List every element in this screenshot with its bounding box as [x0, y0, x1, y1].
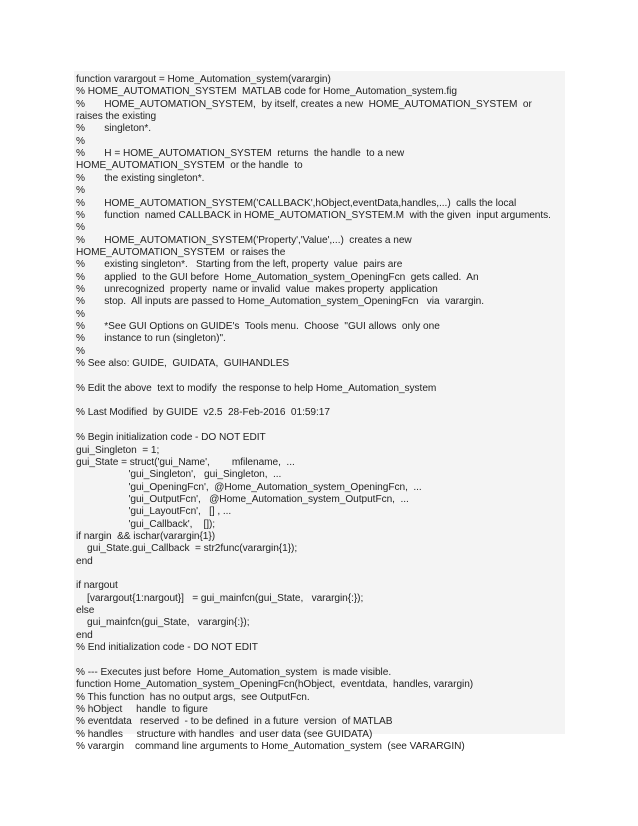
code-line: gui_State.gui_Callback = str2func(varargin{1}); — [76, 543, 298, 555]
code-line: % HOME_AUTOMATION_SYSTEM, by itself, creates a new HOME_AUTOMATION_SYSTEM or — [76, 98, 532, 110]
code-line: 'gui_Callback', []); — [76, 518, 216, 530]
code-line: HOME_AUTOMATION_SYSTEM or raises the — [76, 246, 286, 258]
code-line: % existing singleton*. Starting from the left, property value pairs are — [76, 259, 403, 271]
code-line: % This function has no output args, see OutputFcn. — [76, 691, 310, 703]
code-line: % hObject handle to figure — [76, 703, 208, 715]
code-line: [varargout{1:nargout}] = gui_mainfcn(gui_State, varargin{:}); — [76, 592, 364, 604]
code-line: % handles structure with handles and user data (see GUIDATA) — [76, 728, 373, 740]
code-line: else — [76, 605, 95, 617]
code-line: % the existing singleton*. — [76, 172, 205, 184]
code-line: % stop. All inputs are passed to Home_Automation_system_OpeningFcn via varargin. — [76, 296, 485, 308]
code-line: % See also: GUIDE, GUIDATA, GUIHANDLES — [76, 358, 290, 370]
code-line: gui_mainfcn(gui_State, varargin{:}); — [76, 617, 250, 629]
code-line: 'gui_LayoutFcn', [] , ... — [76, 506, 232, 518]
code-line: if nargin && ischar(varargin{1}) — [76, 530, 216, 542]
code-line: % HOME_AUTOMATION_SYSTEM('CALLBACK',hObject,eventData,handles,...) calls the local — [76, 197, 517, 209]
code-line: % eventdata reserved - to be defined in a future version of MATLAB — [76, 716, 393, 728]
code-line: gui_Singleton = 1; — [76, 444, 160, 456]
code-line: 'gui_Singleton', gui_Singleton, ... — [76, 469, 282, 481]
code-line: % HOME_AUTOMATION_SYSTEM('Property','Value',...) creates a new — [76, 234, 412, 246]
code-line: 'gui_OutputFcn', @Home_Automation_system_OutputFcn, ... — [76, 493, 409, 505]
code-line: % — [76, 135, 85, 147]
code-line: % Begin initialization code - DO NOT EDIT — [76, 432, 266, 444]
code-line: % instance to run (singleton)". — [76, 333, 226, 345]
code-line: end — [76, 555, 93, 567]
code-line: function Home_Automation_system_OpeningFcn(hObject, eventdata, handles, varargin) — [76, 679, 474, 691]
code-line: % End initialization code - DO NOT EDIT — [76, 642, 258, 654]
code-line: if nargout — [76, 580, 118, 592]
code-line: % singleton*. — [76, 123, 152, 135]
code-line: % Last Modified by GUIDE v2.5 28-Feb-2016 01:59:17 — [76, 407, 330, 419]
code-line: % HOME_AUTOMATION_SYSTEM MATLAB code for Home_Automation_system.fig — [76, 86, 457, 98]
code-line: raises the existing — [76, 111, 157, 123]
code-line: % --- Executes just before Home_Automation_system is made visible. — [76, 666, 392, 678]
code-line: % — [76, 222, 85, 234]
code-line: % function named CALLBACK in HOME_AUTOMATION_SYSTEM.M with the given input arguments. — [76, 209, 551, 221]
code-line: HOME_AUTOMATION_SYSTEM or the handle to — [76, 160, 303, 172]
code-line: % unrecognized property name or invalid value makes property application — [76, 283, 438, 295]
code-line: end — [76, 629, 93, 641]
code-line: % — [76, 185, 85, 197]
code-line: % *See GUI Options on GUIDE's Tools menu. Choose "GUI allows only one — [76, 321, 440, 332]
code-line: function varargout = Home_Automation_system(varargin) — [76, 74, 331, 85]
code-line: % — [76, 345, 85, 357]
code-line: % — [76, 308, 85, 320]
document-page — [74, 71, 565, 752]
code-line: gui_State = struct('gui_Name', mfilename, ... — [76, 456, 295, 468]
code-line: % applied to the GUI before Home_Automation_system_OpeningFcn gets called. An — [76, 271, 479, 283]
code-line: % varargin command line arguments to Home_Automation_system (see VARARGIN) — [76, 740, 465, 752]
code-line: % H = HOME_AUTOMATION_SYSTEM returns the handle to a new — [76, 148, 405, 160]
code-line: 'gui_OpeningFcn', @Home_Automation_system_OpeningFcn, ... — [76, 481, 422, 493]
code-line: % Edit the above text to modify the response to help Home_Automation_system — [76, 382, 437, 394]
